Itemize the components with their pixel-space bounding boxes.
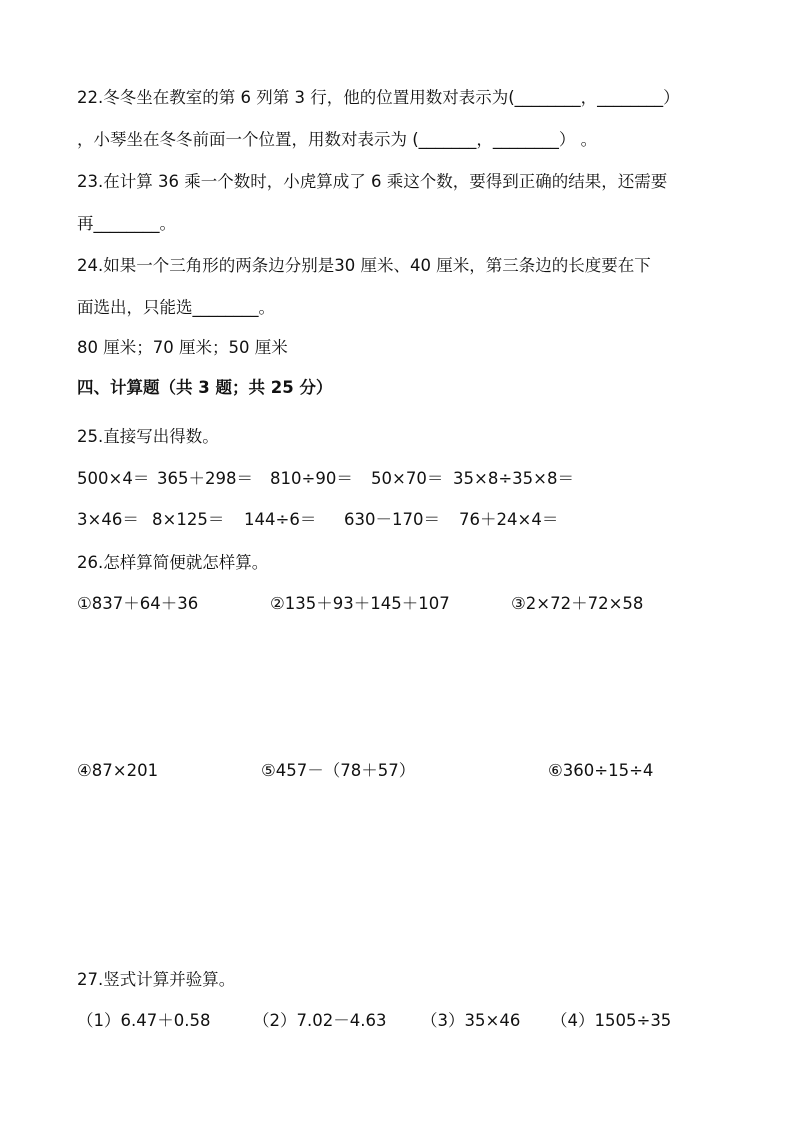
q25-row2-item-2: 8×125＝ [152, 510, 225, 529]
q27-item-1: （1）6.47＋0.58 [77, 1011, 211, 1030]
question-22-line-2: ，小琴坐在冬冬前面一个位置，用数对表示为 (_______，________） 。 [77, 130, 598, 149]
question-24-line-1: 24.如果一个三角形的两条边分别是30 厘米、40 厘米，第三条边的长度要在下 [77, 256, 651, 275]
question-22-line-1: 22.冬冬坐在教室的第 6 列第 3 行，他的位置用数对表示为(________，________） [77, 88, 680, 107]
question-27-title: 27.竖式计算并验算。 [77, 970, 236, 989]
question-24-line-2: 面选出，只能选________。 [77, 298, 275, 317]
question-25-title: 25.直接写出得数。 [77, 427, 219, 446]
question-26-title: 26.怎样算简便就怎样算。 [77, 553, 269, 572]
q25-row1-item-2: 365＋298＝ [157, 469, 253, 488]
q25-row2-item-5: 76＋24×4＝ [459, 510, 559, 529]
q27-item-2: （2）7.02－4.63 [253, 1011, 387, 1030]
question-23-line-2: 再________。 [77, 214, 176, 233]
q26-item-6: ⑥360÷15÷4 [548, 761, 654, 780]
q26-item-3: ③2×72＋72×58 [511, 594, 644, 613]
question-24-options: 80 厘米；70 厘米；50 厘米 [77, 338, 288, 357]
q25-row2-item-1: 3×46＝ [77, 510, 139, 529]
q26-item-1: ①837＋64＋36 [77, 594, 199, 613]
q25-row2-item-3: 144÷6＝ [244, 510, 317, 529]
q26-item-5: ⑤457－（78＋57） [261, 761, 416, 780]
q25-row1-item-1: 500×4＝ [77, 469, 150, 488]
q25-row1-item-3: 810÷90＝ [270, 469, 353, 488]
q26-item-4: ④87×201 [77, 761, 159, 780]
q25-row2-item-4: 630－170＝ [344, 510, 440, 529]
question-23-line-1: 23.在计算 36 乘一个数时，小虎算成了 6 乘这个数，要得到正确的结果，还需要 [77, 172, 668, 191]
q27-item-4: （4）1505÷35 [551, 1011, 672, 1030]
q27-item-3: （3）35×46 [421, 1011, 521, 1030]
q26-item-2: ②135＋93＋145＋107 [270, 594, 450, 613]
q25-row1-item-4: 50×70＝ [371, 469, 444, 488]
q25-row1-item-5: 35×8÷35×8＝ [453, 469, 574, 488]
section-4-heading: 四、计算题（共 3 题；共 25 分） [77, 378, 333, 397]
